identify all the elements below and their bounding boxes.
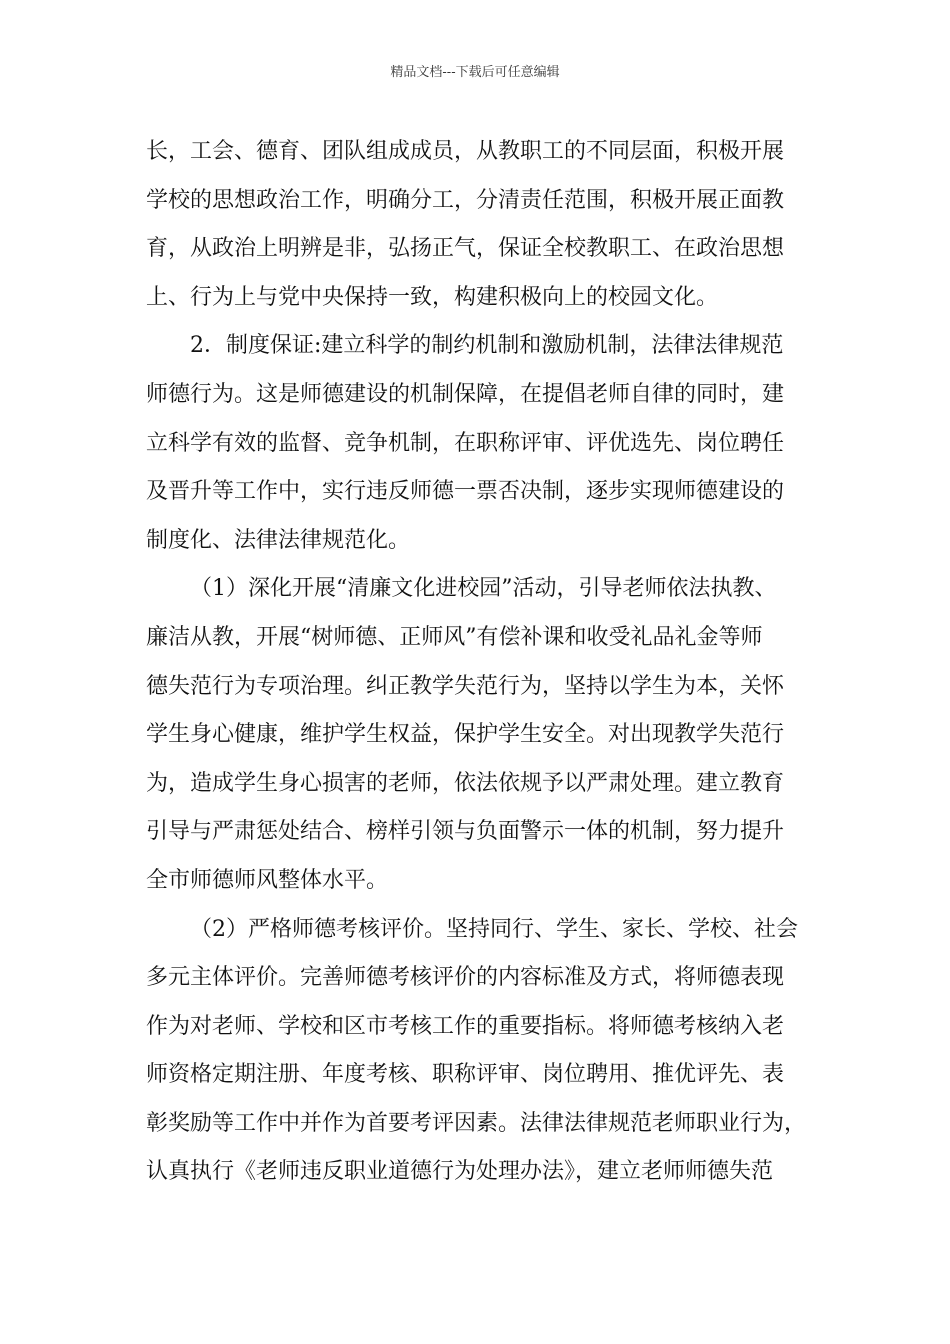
paragraph-first-line: （1）深化开展“清廉文化进校园”活动，引导老师依法执教、 <box>190 576 777 602</box>
text-line: 上、行为上与党中央保持一致，构建积极向上的校园文化。 <box>146 284 719 310</box>
text-line: 师德行为。这是师德建设的机制保障，在提倡老师自律的同时，建 <box>146 381 785 407</box>
text-line: 全市师德师风整体水平。 <box>146 867 389 893</box>
document-body <box>146 128 822 1197</box>
paragraph-first-line: 2．制度保证:建立科学的制约机制和激励机制，法律法律规范 <box>190 333 784 359</box>
text-line: 作为对老师、学校和区市考核工作的重要指标。将师德考核纳入老 <box>146 1013 785 1039</box>
text-line: 制度化、法律法律规范化。 <box>146 527 411 553</box>
paragraph-first-line: （2）严格师德考核评价。坚持同行、学生、家长、学校、社会 <box>190 916 798 942</box>
text-line: 立科学有效的监督、竞争机制，在职称评审、评优选先、岗位聘任 <box>146 430 785 456</box>
text-line: 学校的思想政治工作，明确分工，分清责任范围，积极开展正面教 <box>146 187 785 213</box>
text-line: 廉洁从教，开展“树师德、正师风”有偿补课和收受礼品礼金等师 <box>146 624 763 650</box>
text-line: 为，造成学生身心损害的老师，依法依规予以严肃处理。建立教育 <box>146 770 785 796</box>
text-line: 师资格定期注册、年度考核、职称评审、岗位聘用、推优评先、表 <box>146 1062 785 1088</box>
page-header: 精品文档---下载后可任意编辑 <box>390 65 560 80</box>
text-line: 认真执行《老师违反职业道德行为处理办法》，建立老师师德失范 <box>146 1159 774 1185</box>
text-line: 多元主体评价。完善师德考核评价的内容标准及方式，将师德表现 <box>146 965 785 991</box>
text-line: 长，工会、德育、团队组成成员，从教职工的不同层面，积极开展 <box>146 139 785 164</box>
text-line: 德失范行为专项治理。纠正教学失范行为，坚持以学生为本，关怀 <box>146 673 785 699</box>
text-line: 育，从政治上明辨是非，弘扬正气，保证全校教职工、在政治思想 <box>146 236 785 262</box>
text-line: 引导与严肃惩处结合、榜样引领与负面警示一体的机制，努力提升 <box>146 819 785 845</box>
text-line: 学生身心健康，维护学生权益，保护学生安全。对出现教学失范行 <box>146 722 785 748</box>
text-line: 及晋升等工作中，实行违反师德一票否决制，逐步实现师德建设的 <box>146 479 785 505</box>
text-line: 彰奖励等工作中并作为首要考评因素。法律法律规范老师职业行为， <box>146 1110 807 1136</box>
